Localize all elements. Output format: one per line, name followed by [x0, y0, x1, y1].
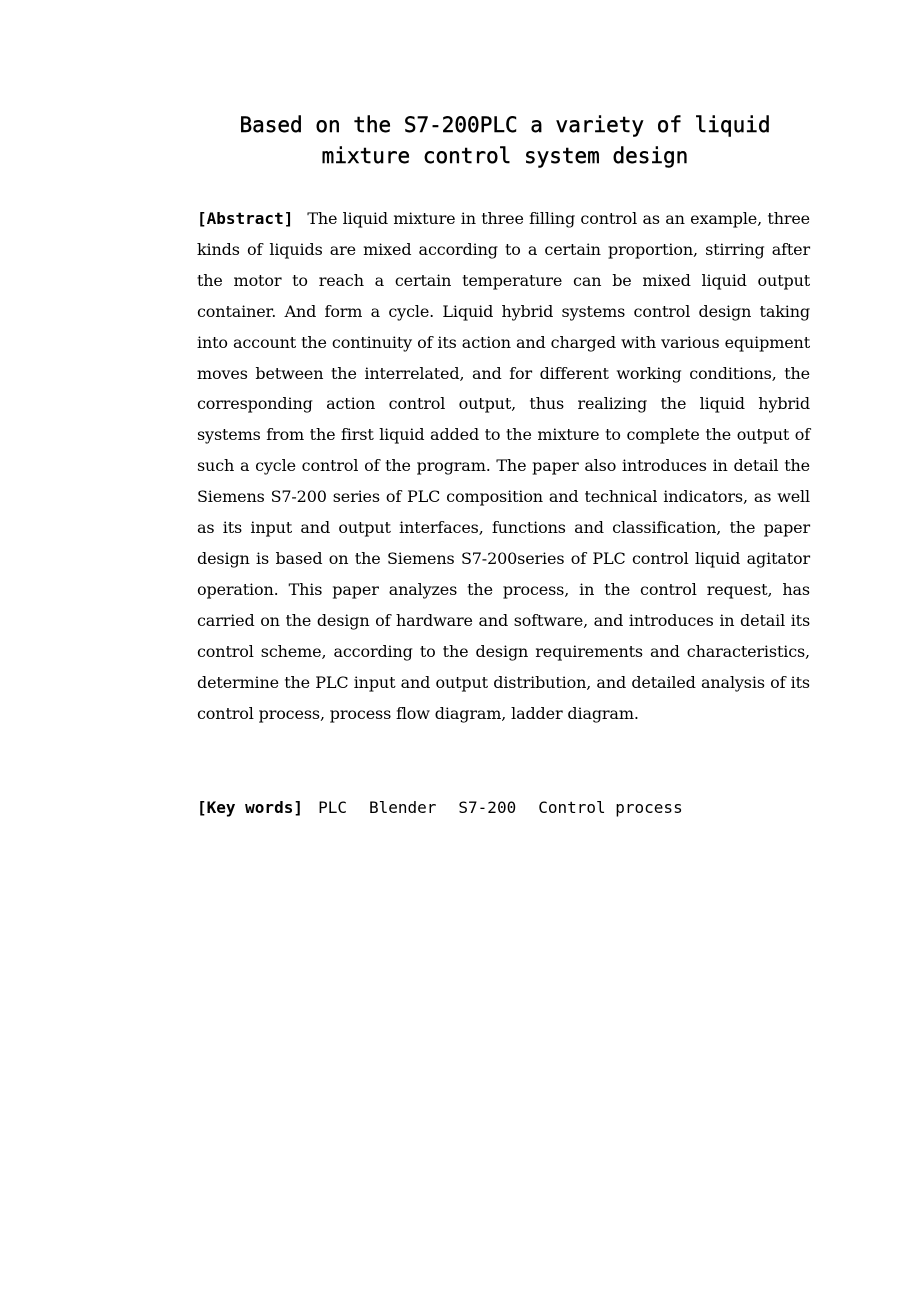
abstract-label: [Abstract]: [197, 209, 294, 228]
keywords-line: [197, 793, 810, 823]
abstract-paragraph: [197, 204, 810, 729]
keywords-label: [Key words]: [197, 798, 303, 817]
keyword-item: S7-200: [458, 798, 517, 817]
document-title: Based on the S7-200PLC a variety of liquid mixture control system design: [239, 113, 771, 168]
abstract-text: The liquid mixture in three filling control as an example, three kinds of liquids are mixed according to a certain proportion, stirring after the motor to reach a certain temperature can be mixed liquid output container. And form a cycle. Liquid hybrid systems control design taking into account the continuity of its action and charged with various equipment moves between the interrelated, and for different working conditions, the corresponding action control output, thus realizing the liquid hybrid systems from the first liquid added to the mixture to complete the output of such a cycle control of the program. The paper also introduces in detail the Siemens S7-200 series of PLC composition and technical indicators, as well as its input and output interfaces, functions and classification, the paper design is based on the Siemens S7-200series of PLC control liquid agitator operation. This paper analyzes the process, in the control request, has carried on the design of hardware and software, and introduces in detail its control scheme, according to the design requirements and characteristics, determine the PLC input and output distribution, and detailed analysis of its control process, process flow diagram, ladder diagram.: [197, 209, 810, 723]
keyword-item: Blender: [368, 798, 437, 817]
keyword-item: PLC: [318, 798, 347, 817]
keyword-item: Control process: [538, 798, 683, 817]
